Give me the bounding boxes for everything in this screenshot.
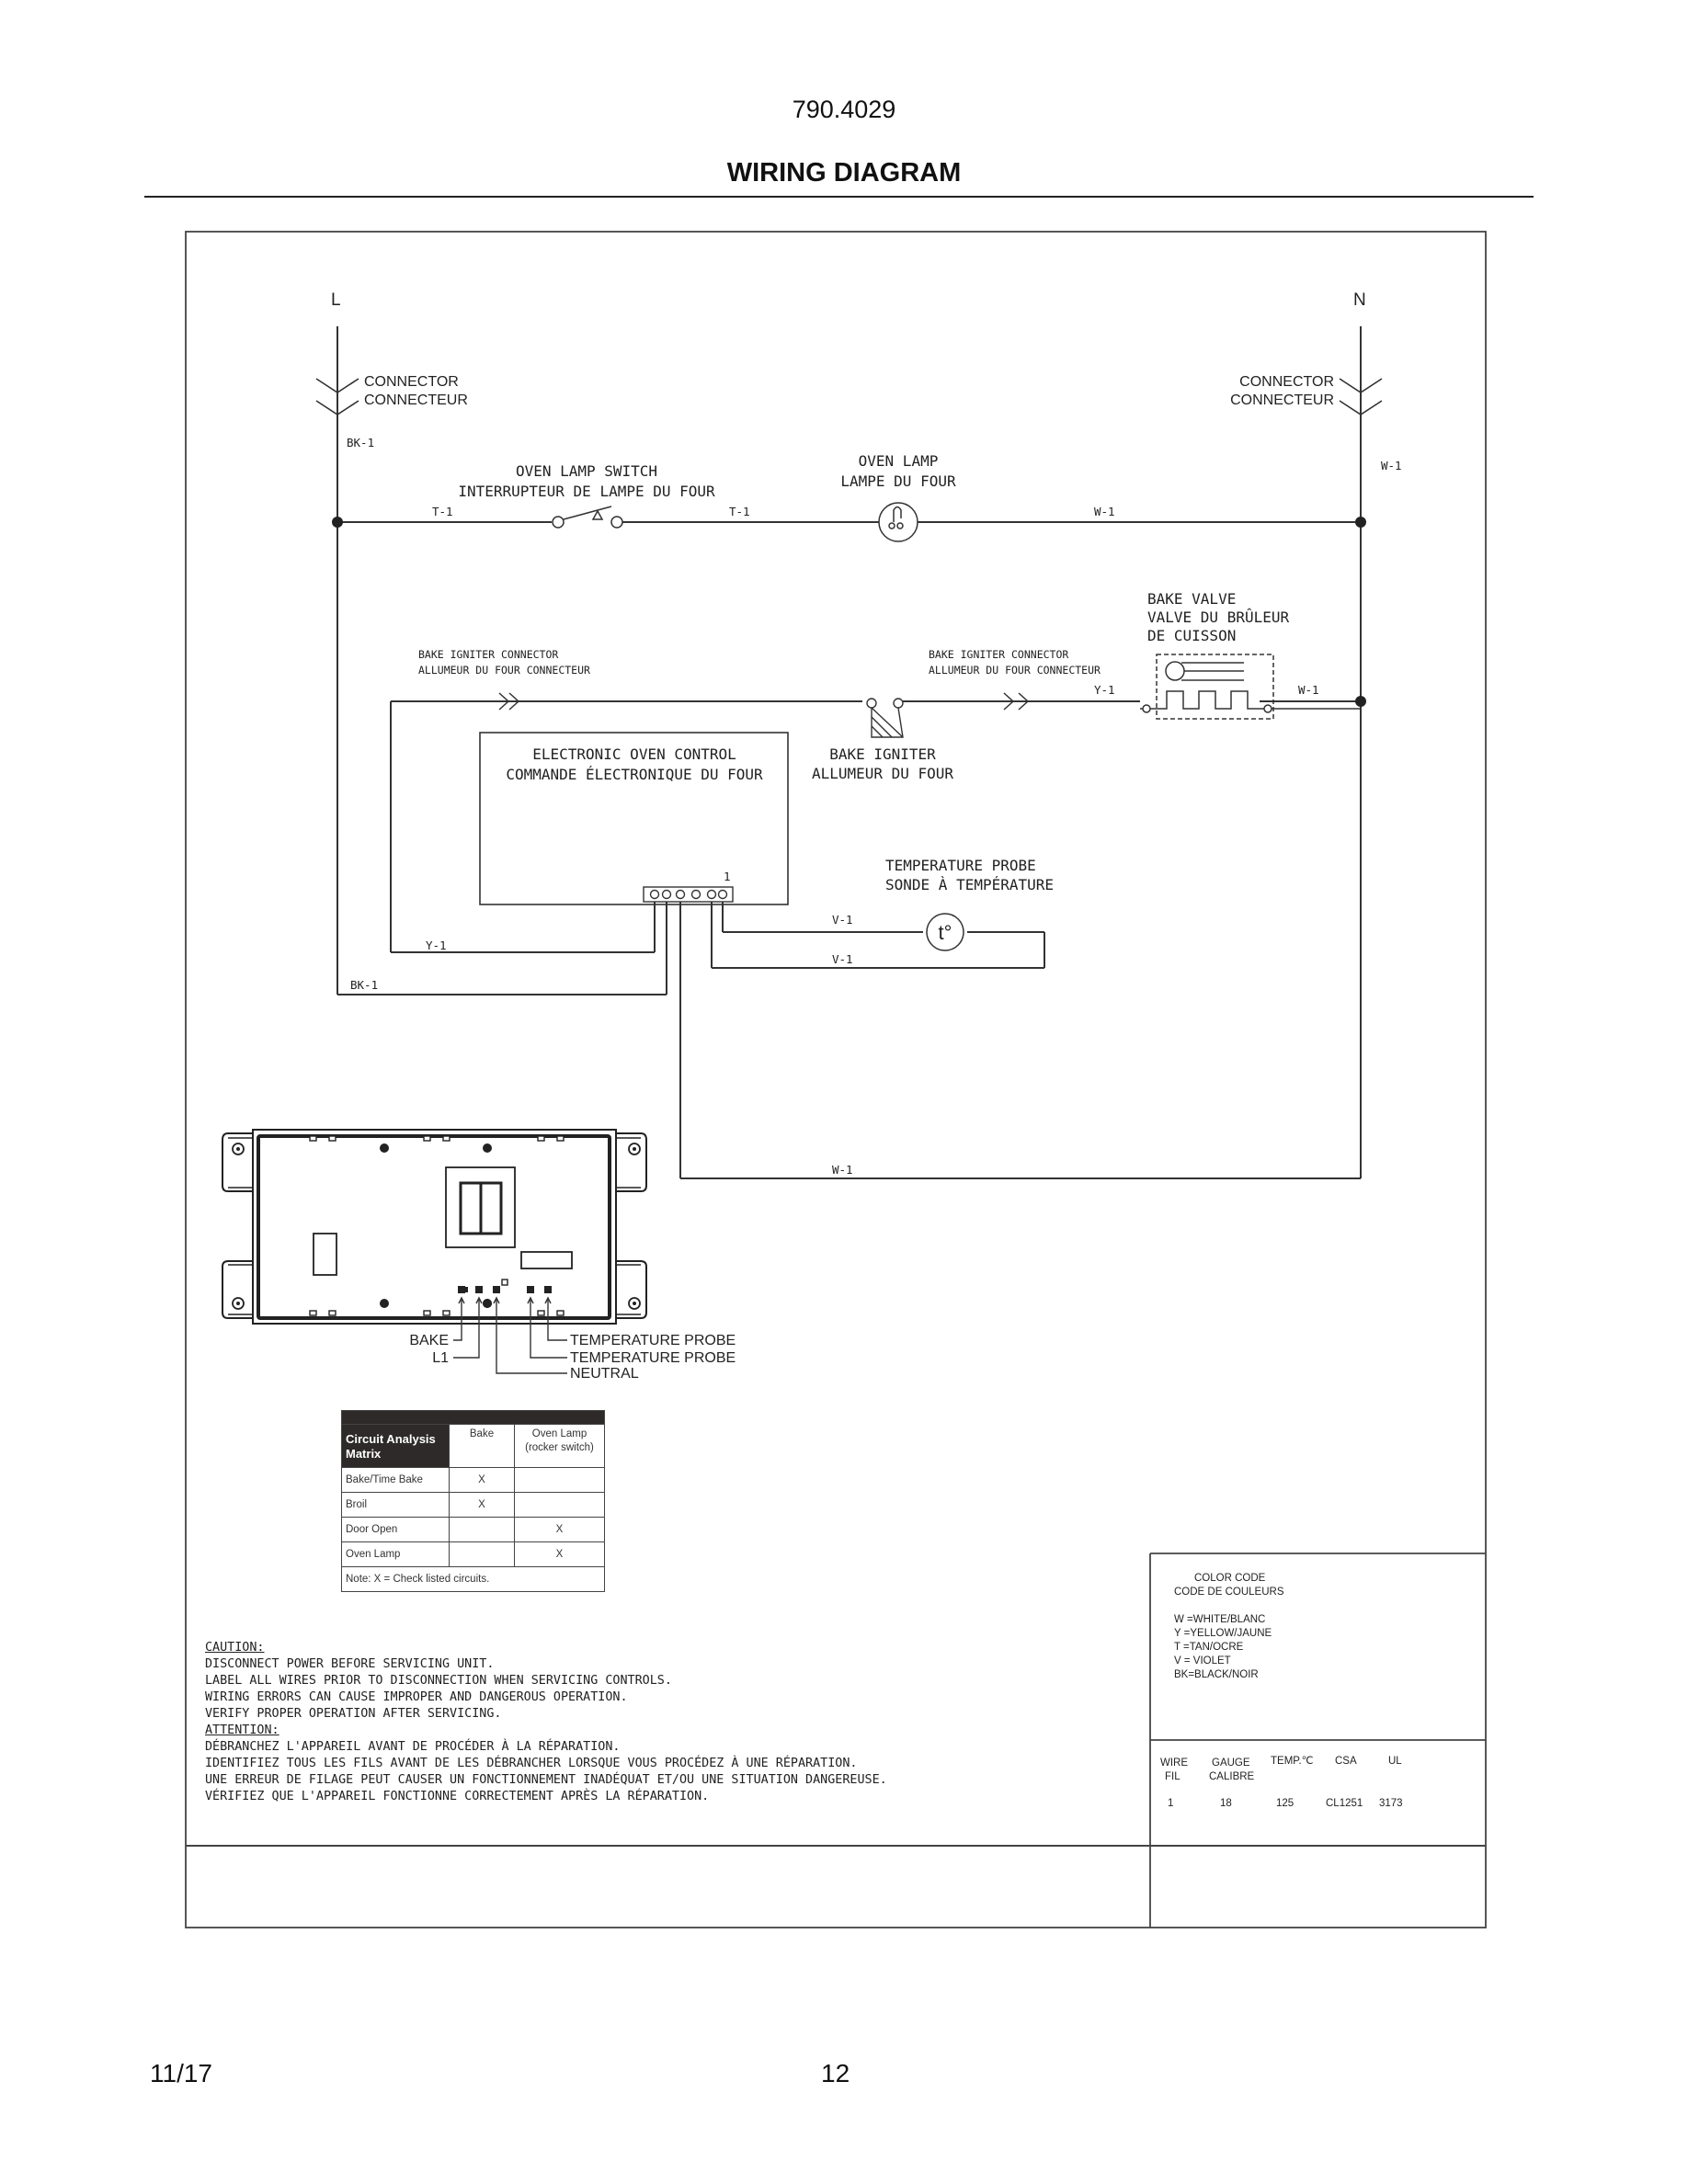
switch-icon	[553, 506, 622, 528]
matrix-row: Broil X	[342, 1493, 605, 1518]
wire-label-t1: T-1	[432, 505, 453, 518]
matrix-row: Bake/Time Bake X	[342, 1468, 605, 1493]
wire-table-value-wire: 1	[1168, 1798, 1174, 1809]
attention-heading: ATTENTION:	[205, 1723, 279, 1737]
wire-label-v1: V-1	[832, 952, 853, 966]
color-code-entry: BK=BLACK/NOIR	[1174, 1669, 1259, 1680]
connector-icon	[316, 379, 1382, 415]
matrix-note: Note: X = Check listed circuits.	[342, 1567, 605, 1592]
wire-table-header-gauge: GAUGE	[1212, 1757, 1250, 1769]
board-callout-neutral: NEUTRAL	[570, 1366, 639, 1382]
bake-igniter-label-fr: ALLUMEUR DU FOUR	[811, 765, 954, 782]
circuit-analysis-matrix	[341, 1410, 605, 1592]
color-code-title-fr: CODE DE COULEURS	[1174, 1587, 1284, 1598]
temperature-probe-label: TEMPERATURE PROBE	[885, 857, 1036, 874]
model-number: 790.4029	[792, 96, 896, 123]
igniter-icon	[867, 699, 903, 737]
wire-table-header-temp: TEMP.℃	[1271, 1756, 1314, 1767]
wire-label-t1: T-1	[729, 505, 750, 518]
connector-left-label-fr: CONNECTEUR	[364, 392, 468, 408]
page-title: WIRING DIAGRAM	[726, 158, 962, 188]
matrix-row: Door Open X	[342, 1518, 605, 1542]
wire-label-bk1: BK-1	[347, 436, 375, 449]
oven-lamp-label: OVEN LAMP	[858, 452, 939, 470]
caution-line: WIRING ERRORS CAN CAUSE IMPROPER AND DANGEROUS OPERATION.	[205, 1690, 628, 1704]
oven-lamp-switch-label: OVEN LAMP SWITCH	[515, 462, 658, 480]
matrix-column-bake: Bake	[450, 1425, 515, 1468]
igniter-connector-left-label: BAKE IGNITER CONNECTOR	[418, 648, 559, 661]
connector-right-label: CONNECTOR	[1239, 374, 1334, 390]
caution-line: LABEL ALL WIRES PRIOR TO DISCONNECTION WHEN SERVICING CONTROLS.	[205, 1674, 672, 1688]
board-callout-leaders	[453, 1298, 567, 1373]
control-label-fr: COMMANDE ÉLECTRONIQUE DU FOUR	[506, 766, 763, 783]
wire-label-w1: W-1	[832, 1163, 853, 1177]
wire-table-header-fil: FIL	[1165, 1771, 1180, 1782]
caution-block	[205, 1640, 887, 1805]
oven-lamp-switch-label-fr: INTERRUPTEUR DE LAMPE DU FOUR	[458, 483, 715, 500]
matrix-title: Circuit Analysis Matrix	[342, 1425, 450, 1468]
wire-table-value-ul: 3173	[1379, 1798, 1403, 1809]
igniter-connector-right-label: BAKE IGNITER CONNECTOR	[929, 648, 1069, 661]
wire-label-y1: Y-1	[426, 938, 447, 952]
caution-heading: CAUTION:	[205, 1641, 265, 1655]
board-callout-bake: BAKE	[409, 1333, 449, 1348]
bake-valve-label-fr2: DE CUISSON	[1147, 627, 1237, 644]
control-board-illustration	[222, 1130, 646, 1324]
wire-table-value-gauge: 18	[1220, 1798, 1232, 1809]
oven-lamp-label-fr: LAMPE DU FOUR	[840, 472, 956, 490]
wire-table-header-calibre: CALIBRE	[1209, 1771, 1255, 1782]
color-code-entry: T =TAN/OCRE	[1174, 1642, 1244, 1653]
connector-left-label: CONNECTOR	[364, 374, 459, 390]
wire-label-w1: W-1	[1298, 683, 1319, 697]
temperature-probe-label-fr: SONDE À TEMPÉRATURE	[885, 876, 1055, 893]
attention-line: VÉRIFIEZ QUE L'APPAREIL FONCTIONNE CORRECTEMENT APRÈS LA RÉPARATION.	[205, 1790, 710, 1803]
attention-line: IDENTIFIEZ TOUS LES FILS AVANT DE LES DÉBRANCHER LORSQUE VOUS PROCÉDEZ À UNE RÉPARATION.	[205, 1757, 858, 1770]
igniter-connector-left-label-fr: ALLUMEUR DU FOUR CONNECTEUR	[418, 664, 590, 677]
wire-table-header-csa: CSA	[1335, 1756, 1357, 1767]
caution-line: DISCONNECT POWER BEFORE SERVICING UNIT.	[205, 1657, 495, 1671]
footer-date: 11/17	[150, 2059, 212, 2087]
color-code-entry: W =WHITE/BLANC	[1174, 1614, 1266, 1625]
board-callout-l1: L1	[432, 1350, 449, 1366]
wire-table-header-wire: WIRE	[1160, 1757, 1189, 1769]
matrix-row: Oven Lamp X	[342, 1542, 605, 1567]
attention-line: UNE ERREUR DE FILAGE PEUT CAUSER UN FONCTIONNEMENT INADÉQUAT ET/OU UNE SITUATION DANGEREUSE.	[205, 1773, 887, 1787]
connector-right-label-fr: CONNECTEUR	[1230, 392, 1334, 408]
attention-line: DÉBRANCHEZ L'APPAREIL AVANT DE PROCÉDER À LA RÉPARATION.	[205, 1740, 621, 1754]
wire-label-y1: Y-1	[1094, 683, 1115, 697]
board-callout-temp-probe: TEMPERATURE PROBE	[570, 1350, 736, 1366]
matrix-column-oven-lamp: Oven Lamp (rocker switch)	[515, 1425, 605, 1468]
color-code-title: COLOR CODE	[1194, 1573, 1266, 1584]
line-label: L	[331, 290, 341, 310]
caution-line: VERIFY PROPER OPERATION AFTER SERVICING.	[205, 1707, 502, 1721]
color-code-block	[1174, 1572, 1284, 1682]
wire-table-value-temp: 125	[1276, 1798, 1295, 1809]
bake-igniter-label: BAKE IGNITER	[829, 745, 936, 763]
pin-one-label: 1	[724, 870, 731, 883]
bake-valve-label-fr: VALVE DU BRÛLEUR	[1147, 609, 1290, 626]
bake-valve-label: BAKE VALVE	[1147, 590, 1237, 608]
wire-label-w1: W-1	[1094, 505, 1115, 518]
control-label: ELECTRONIC OVEN CONTROL	[532, 745, 736, 763]
wire-label-w1: W-1	[1381, 459, 1402, 472]
wire-label-bk1: BK-1	[350, 978, 379, 992]
wire-label-v1: V-1	[832, 913, 853, 927]
lamp-icon	[879, 503, 918, 541]
color-code-entry: V = VIOLET	[1174, 1655, 1231, 1666]
wire-table-value-csa: CL1251	[1326, 1798, 1363, 1809]
board-terminals	[458, 1286, 552, 1308]
connector-strip	[644, 887, 733, 902]
board-callout-temp-probe: TEMPERATURE PROBE	[570, 1333, 736, 1348]
igniter-connector-right-label-fr: ALLUMEUR DU FOUR CONNECTEUR	[929, 664, 1101, 677]
bake-valve-icon	[1143, 654, 1273, 719]
probe-symbol: t°	[938, 921, 952, 944]
color-code-entry: Y =YELLOW/JAUNE	[1174, 1628, 1272, 1639]
board-tabs	[310, 1136, 564, 1315]
neutral-label: N	[1353, 290, 1366, 310]
wire-table-header-ul: UL	[1388, 1756, 1402, 1767]
board-screw-dots	[236, 1143, 636, 1308]
page-number: 12	[821, 2059, 850, 2087]
